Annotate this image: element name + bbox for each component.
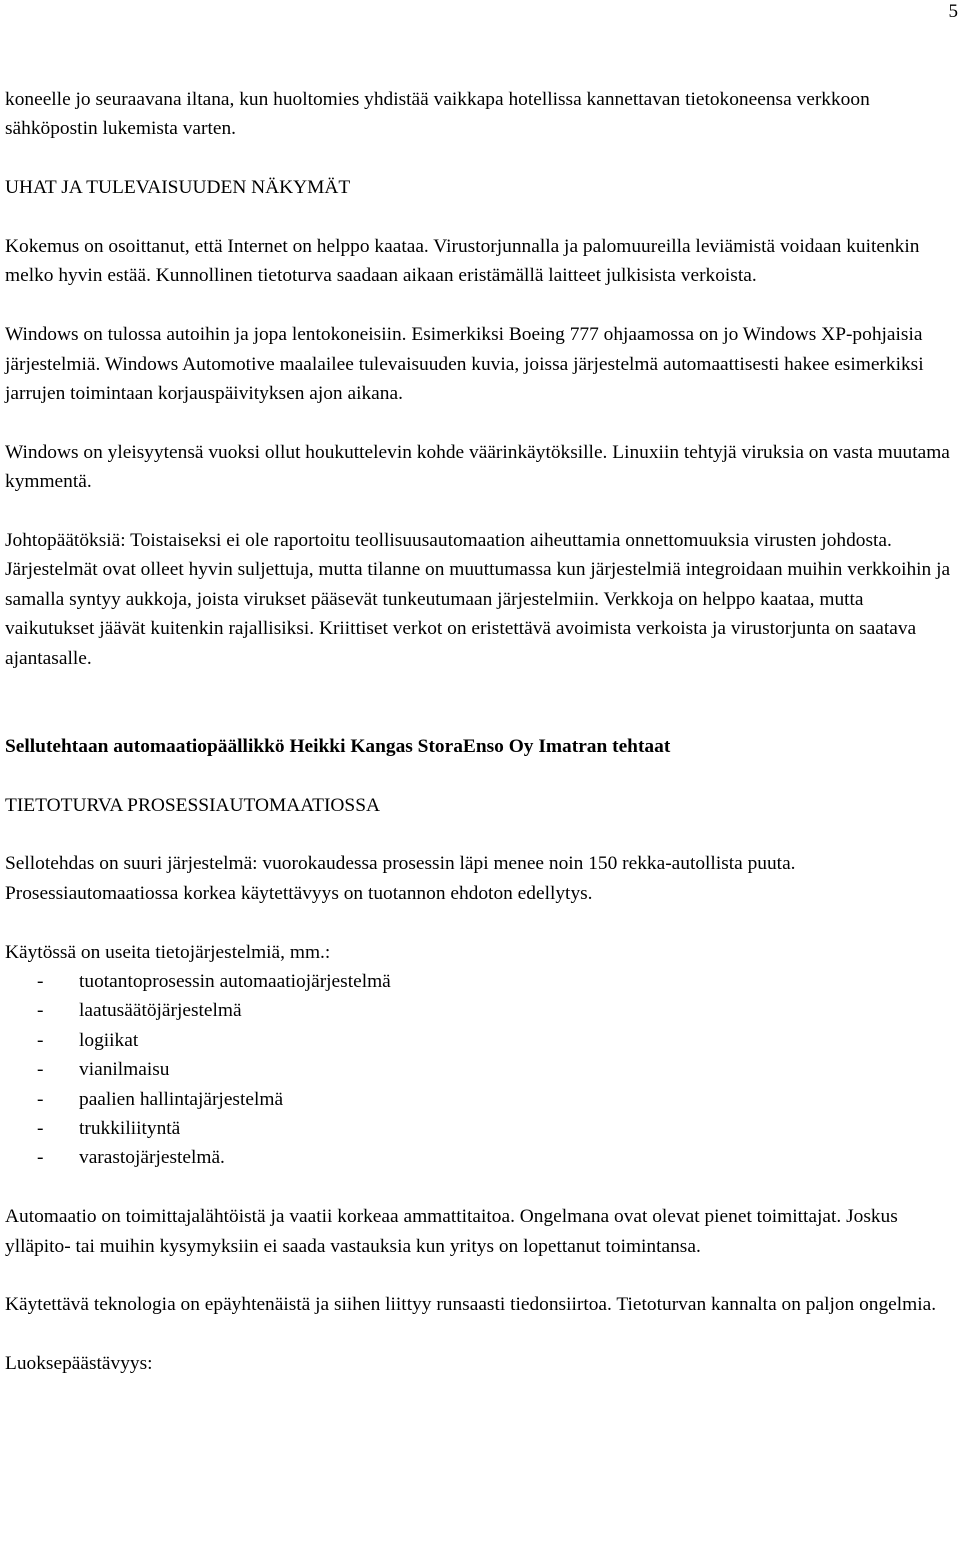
section-heading: UHAT JA TULEVAISUUDEN NÄKYMÄT bbox=[5, 177, 351, 199]
list-item bbox=[5, 1143, 955, 1172]
paragraph: Sellotehdas on suuri järjestelmä: vuorokaudessa prosessin läpi menee noin 150 rekka-autollista puuta. Prosessiautomaatiossa korkea käytettävyys on tuotannon ehdoton edellytys. bbox=[5, 853, 796, 904]
list-item-text: trukkiliityntä bbox=[79, 1118, 181, 1140]
list-item-text: paalien hallintajärjestelmä bbox=[79, 1088, 284, 1110]
list-dash: - bbox=[37, 1029, 44, 1051]
paragraph: Windows on yleisyytensä vuoksi ollut houkuttelevin kohde väärinkäytöksille. Linuxiin tehtyjä viruksia on vasta muutama kymmentä. bbox=[5, 441, 950, 493]
page-number: 5 bbox=[948, 1, 958, 22]
list-dash: - bbox=[37, 1000, 44, 1022]
paragraph: Luoksepäästävyys: bbox=[5, 1353, 153, 1375]
list-item bbox=[5, 1085, 955, 1114]
list-item bbox=[5, 1114, 955, 1143]
list-item bbox=[5, 1026, 955, 1055]
list-item bbox=[5, 967, 955, 996]
list-item bbox=[5, 1055, 955, 1084]
list-dash: - bbox=[37, 1088, 44, 1110]
list-item-text: logiikat bbox=[79, 1029, 139, 1051]
list-item bbox=[5, 996, 955, 1025]
speaker-heading: Sellutehtaan automaatiopäällikkö Heikki Kangas StoraEnso Oy Imatran tehtaat bbox=[5, 735, 671, 757]
paragraph: koneelle jo seuraavana iltana, kun huoltomies yhdistää vaikkapa hotellissa kannettavan tietokoneensa verkkoon sähköpostin lukemista varten. bbox=[5, 89, 870, 140]
list-item-text: varastojärjestelmä. bbox=[79, 1147, 225, 1169]
list-dash: - bbox=[37, 971, 44, 993]
list-dash: - bbox=[37, 1147, 44, 1169]
list-item-text: laatusäätöjärjestelmä bbox=[79, 1000, 242, 1022]
paragraph: Automaatio on toimittajalähtöistä ja vaatii korkeaa ammattitaitoa. Ongelmana ovat olevat pienet toimittajat. Joskus ylläpito- tai muihin kysymyksiin ei saada vastauksia kun yritys on lopettanut toimintansa. bbox=[5, 1206, 898, 1257]
systems-list bbox=[5, 967, 955, 1173]
section-heading: TIETOTURVA PROSESSIAUTOMAATIOSSA bbox=[5, 794, 381, 816]
list-item-text: tuotantoprosessin automaatiojärjestelmä bbox=[79, 971, 391, 993]
list-dash: - bbox=[37, 1118, 44, 1140]
paragraph: Käytössä on useita tietojärjestelmiä, mm.: bbox=[5, 941, 331, 963]
paragraph: Kokemus on osoittanut, että Internet on helppo kaataa. Virustorjunnalla ja palomuureilla leviämistä voidaan kuitenkin melko hyvin estää. Kunnollinen tietoturva saadaan aikaan eristämällä laitteet julkisista verkoista. bbox=[5, 236, 920, 287]
paragraph: Windows on tulossa autoihin ja jopa lentokoneisiin. Esimerkiksi Boeing 777 ohjaamossa on jo Windows XP-pohjaisia järjestelmiä. Windows Automotive maalailee tulevaisuuden kuvia, joissa järjestelmä automaattisesti hakee esimerkiksi jarrujen toimintaan korjauspäivityksen ajon aikana. bbox=[5, 324, 924, 405]
document-body bbox=[5, 85, 955, 1379]
paragraph: Johtopäätöksiä: Toistaiseksi ei ole raportoitu teollisuusautomaation aiheuttamia onnettomuuksia virusten johdosta. Järjestelmät ovat olleet hyvin suljettuja, mutta tilanne on muuttumassa kun järjestelmiä integroidaan muihin verkkoihin ja samalla syntyy aukkoja, joista virukset pääsevät tunkeutumaan järjestelmiin. Verkkoja on helppo kaataa, mutta vaikutukset jäävät kuitenkin rajallisiksi. Kriittiset verkot on eristettävä avoimista verkoista ja virustorjunta on saatava ajantasalle. bbox=[5, 530, 951, 669]
list-dash: - bbox=[37, 1059, 44, 1081]
paragraph: Käytettävä teknologia on epäyhtenäistä ja siihen liittyy runsaasti tiedonsiirtoa. Tietoturvan kannalta on paljon ongelmia. bbox=[5, 1294, 937, 1316]
list-item-text: vianilmaisu bbox=[79, 1059, 170, 1081]
